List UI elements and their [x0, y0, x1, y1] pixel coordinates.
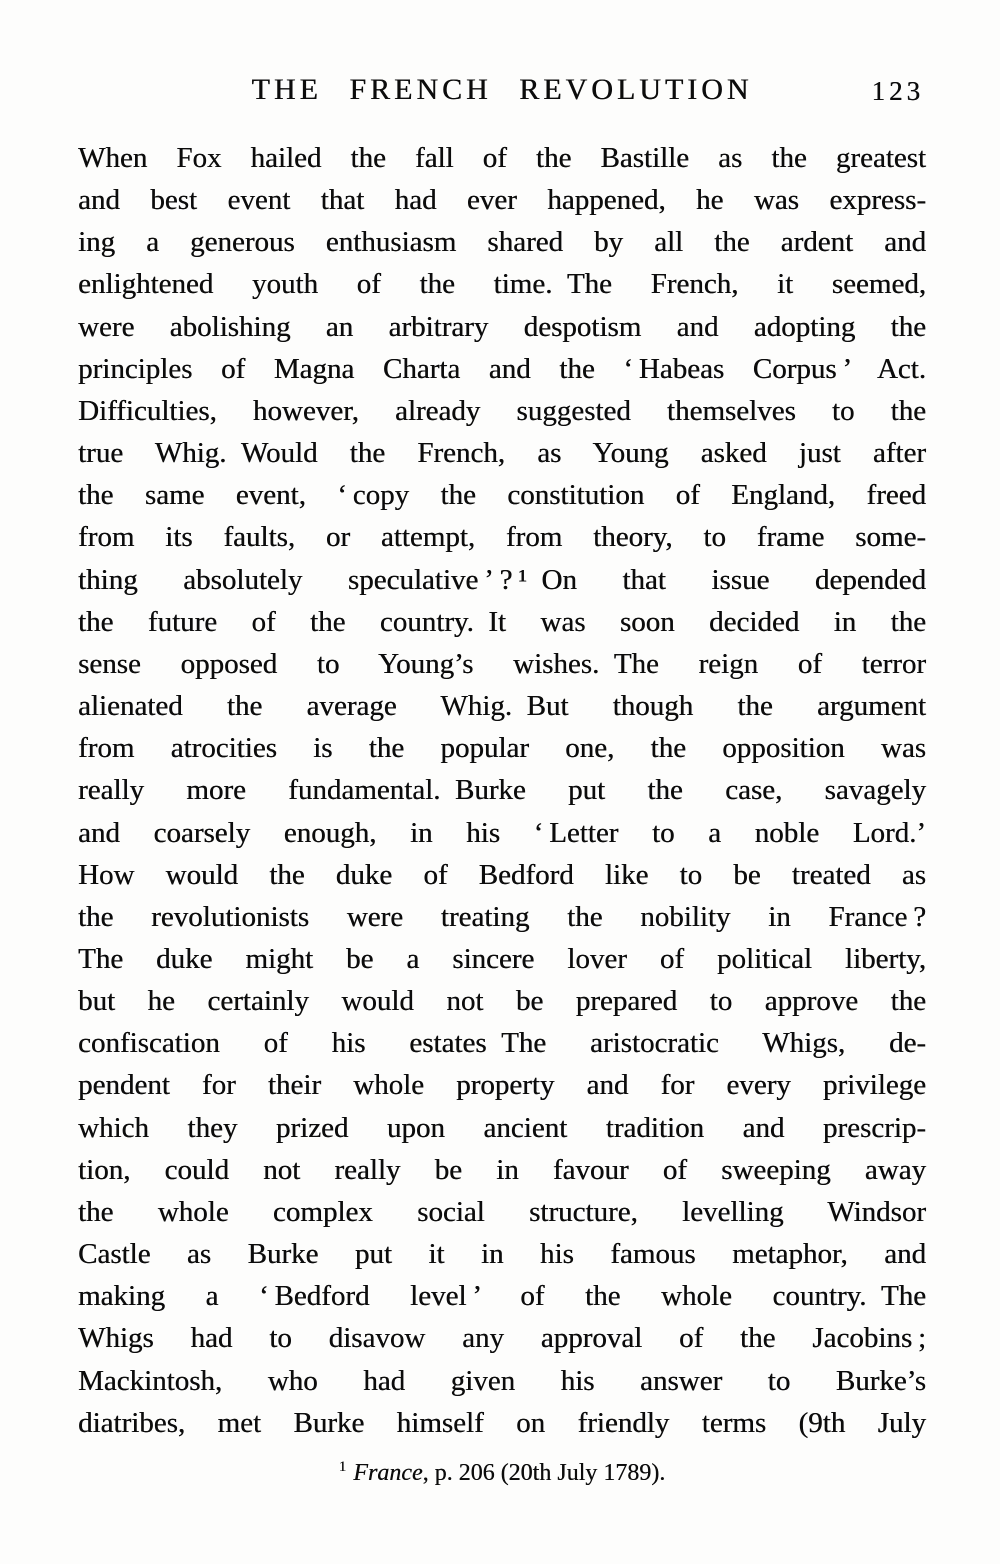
text-line: from its faults, or attempt, from theory, to frame some- — [78, 521, 926, 554]
text-line: pendent for their whole property and for every privilege — [78, 1069, 926, 1102]
text-line: sense opposed to Young’s wishes. The reign of terror — [78, 647, 926, 680]
body-text — [78, 137, 926, 1444]
text-line: but he certainly would not be prepared to approve the — [78, 985, 926, 1018]
footnote-text: , p. 206 (20th July 1789). — [422, 1460, 666, 1486]
text-line: making a ‘ Bedford level ’ of the whole country. The — [78, 1280, 926, 1313]
text-line: the same event, ‘ copy the constitution of England, freed — [78, 479, 926, 512]
text-line: diatribes, met Burke himself on friendly terms (9th July — [78, 1406, 926, 1439]
text-line: and coarsely enough, in his ‘ Letter to a noble Lord.’ — [78, 816, 926, 849]
text-line: were abolishing an arbitrary despotism and adopting the — [78, 310, 926, 343]
text-line: from atrocities is the popular one, the opposition was — [78, 732, 926, 765]
text-line: and best event that had ever happened, he was express- — [78, 184, 926, 217]
text-line: ing a generous enthusiasm shared by all the ardent and — [78, 226, 926, 259]
text-line: really more fundamental. Burke put the case, savagely — [78, 774, 926, 807]
text-line: enlightened youth of the time. The French, it seemed, — [78, 268, 926, 301]
text-line: which they prized upon ancient tradition and prescrip- — [78, 1111, 926, 1144]
text-line: alienated the average Whig. But though the argument — [78, 690, 926, 723]
text-line: thing absolutely speculative ’ ? ¹ On that issue depended — [78, 563, 926, 596]
running-header — [78, 70, 926, 112]
text-line: Whigs had to disavow any approval of the Jacobins ; — [78, 1322, 926, 1355]
text-line: Mackintosh, who had given his answer to Burke’s — [78, 1364, 926, 1397]
text-line: true Whig. Would the French, as Young asked just after — [78, 437, 926, 470]
page-number: 123 — [871, 76, 924, 106]
footnote-marker: 1 — [338, 1459, 347, 1475]
text-line: the revolutionists were treating the nobility in France ? — [78, 900, 926, 933]
text-line: principles of Magna Charta and the ‘ Habeas Corpus ’ Act. — [78, 352, 926, 385]
text-line: Difficulties, however, already suggested themselves to the — [78, 394, 926, 427]
text-line: How would the duke of Bedford like to be treated as — [78, 858, 926, 891]
text-line: confiscation of his estates The aristocratic Whigs, de- — [78, 1027, 926, 1060]
text-line: The duke might be a sincere lover of political liberty, — [78, 942, 926, 975]
text-line: tion, could not really be in favour of sweeping away — [78, 1153, 926, 1186]
running-head-title: THE FRENCH REVOLUTION — [251, 73, 753, 106]
text-line: the future of the country. It was soon decided in the — [78, 605, 926, 638]
text-line: When Fox hailed the fall of the Bastille as the greatest — [78, 142, 926, 174]
text-line: the whole complex social structure, levelling Windsor — [78, 1195, 926, 1228]
footnote — [78, 1456, 926, 1490]
text-line: Castle as Burke put it in his famous metaphor, and — [78, 1238, 926, 1271]
footnote-work-title: France — [353, 1460, 423, 1486]
